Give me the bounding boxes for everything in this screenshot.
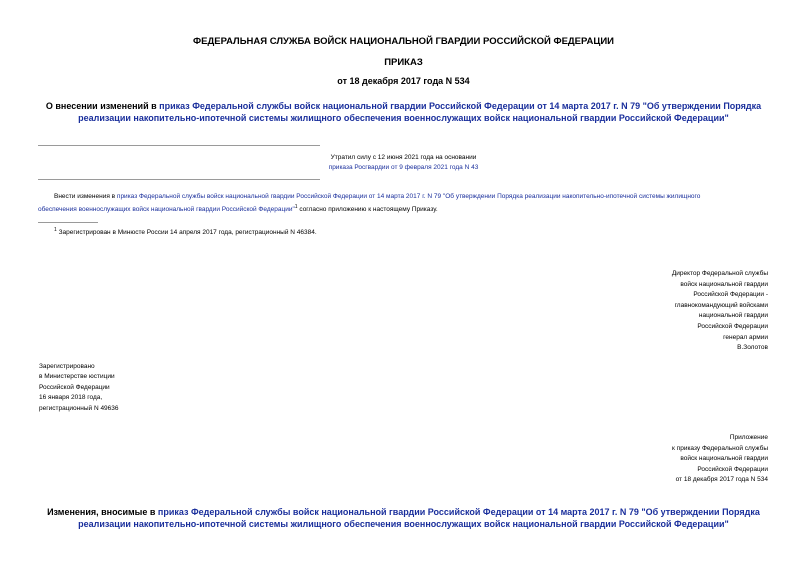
registration-line: Зарегистрировано	[39, 363, 95, 370]
footnote-text: Зарегистрирован в Минюсте России 14 апреля 2017 года, регистрационный N 46384.	[56, 229, 317, 237]
registration-line: регистрационный N 49636	[39, 404, 119, 412]
footnote-reference[interactable]: 1	[294, 204, 298, 210]
body-suffix: согласно приложению к настоящему Приказу.	[297, 206, 438, 214]
agency-heading: ФЕДЕРАЛЬНАЯ СЛУЖБА ВОЙСК НАЦИОНАЛЬНОЙ ГВАРДИИ РОССИЙСКОЙ ФЕДЕРАЦИИ	[193, 36, 614, 47]
footnote-divider	[38, 222, 98, 223]
body-link-part2[interactable]: обеспечения военнослужащих войск национальной гвардии Российской Федерации"	[38, 206, 295, 214]
signature-line: национальной гвардии	[698, 312, 768, 320]
divider	[38, 179, 320, 180]
status-note-link[interactable]: приказа Росгвардии от 9 февраля 2021 года N 43	[328, 164, 479, 171]
body-link-part1[interactable]: приказ Федеральной службы войск национальной гвардии Российской Федерации от 14 марта 2017 г. N 79 "Об утверждении Порядка реализации накопительно-ипотечной системы жилищного	[116, 193, 701, 200]
status-note-text: Утратил силу с 12 июня 2021 года на основании	[330, 154, 477, 161]
footnote	[54, 225, 317, 238]
divider	[38, 145, 320, 146]
title-link-line1[interactable]: приказ Федеральной службы войск национальной гвардии Российской Федерации от 14 марта 2017 г. N 79 "Об утверждении Порядка	[159, 101, 762, 111]
title-prefix: О внесении изменений в	[45, 101, 160, 111]
appendix-title-prefix: Изменения, вносимые в	[47, 507, 158, 517]
signature-line: генерал армии	[723, 333, 768, 341]
appendix-line: войск национальной гвардии	[680, 455, 768, 463]
registration-line: Российской Федерации	[39, 383, 110, 391]
signature-line: Директор Федеральной службы	[671, 270, 768, 277]
signature-line: главнокомандующий войсками	[674, 301, 768, 309]
registration-block	[39, 362, 119, 414]
appendix-line: к приказу Федеральной службы	[672, 444, 768, 452]
appendix-title-link-line1[interactable]: приказ Федеральной службы войск национальной гвардии Российской Федерации от 14 марта 2017 г. N 79 "Об утверждении Порядка	[157, 507, 760, 517]
appendix-line: от 18 декабря 2017 года N 534	[675, 476, 768, 484]
signature-line: Российской Федерации	[697, 322, 768, 330]
appendix-line: Российской Федерации	[697, 465, 768, 473]
status-note	[0, 153, 807, 173]
appendix-title-link-line2[interactable]: реализации накопительно-ипотечной системы жилищного обеспечения военнослужащих войск национальной гвардии Российской Федерации"	[78, 519, 729, 529]
appendix-reference	[672, 433, 768, 486]
body-paragraph	[38, 192, 773, 215]
signature-block	[672, 269, 768, 354]
title-link-line2[interactable]: реализации накопительно-ипотечной системы жилищного обеспечения военнослужащих войск национальной гвардии Российской Федерации"	[78, 113, 729, 123]
signature-line: войск национальной гвардии	[680, 280, 768, 288]
document-date: от 18 декабря 2017 года N 534	[337, 76, 470, 86]
signer-name: В.Золотов	[737, 344, 768, 352]
document-type: ПРИКАЗ	[384, 57, 423, 68]
registration-line: 16 января 2018 года,	[39, 394, 103, 402]
appendix-title	[20, 506, 787, 530]
footnote-mark: 1	[54, 227, 57, 233]
appendix-line: Приложение	[729, 434, 768, 441]
document-title	[20, 100, 787, 124]
registration-line: в Министерстве юстиции	[39, 373, 115, 381]
signature-line: Российской Федерации -	[693, 291, 768, 299]
body-prefix: Внести изменения в	[54, 193, 117, 200]
